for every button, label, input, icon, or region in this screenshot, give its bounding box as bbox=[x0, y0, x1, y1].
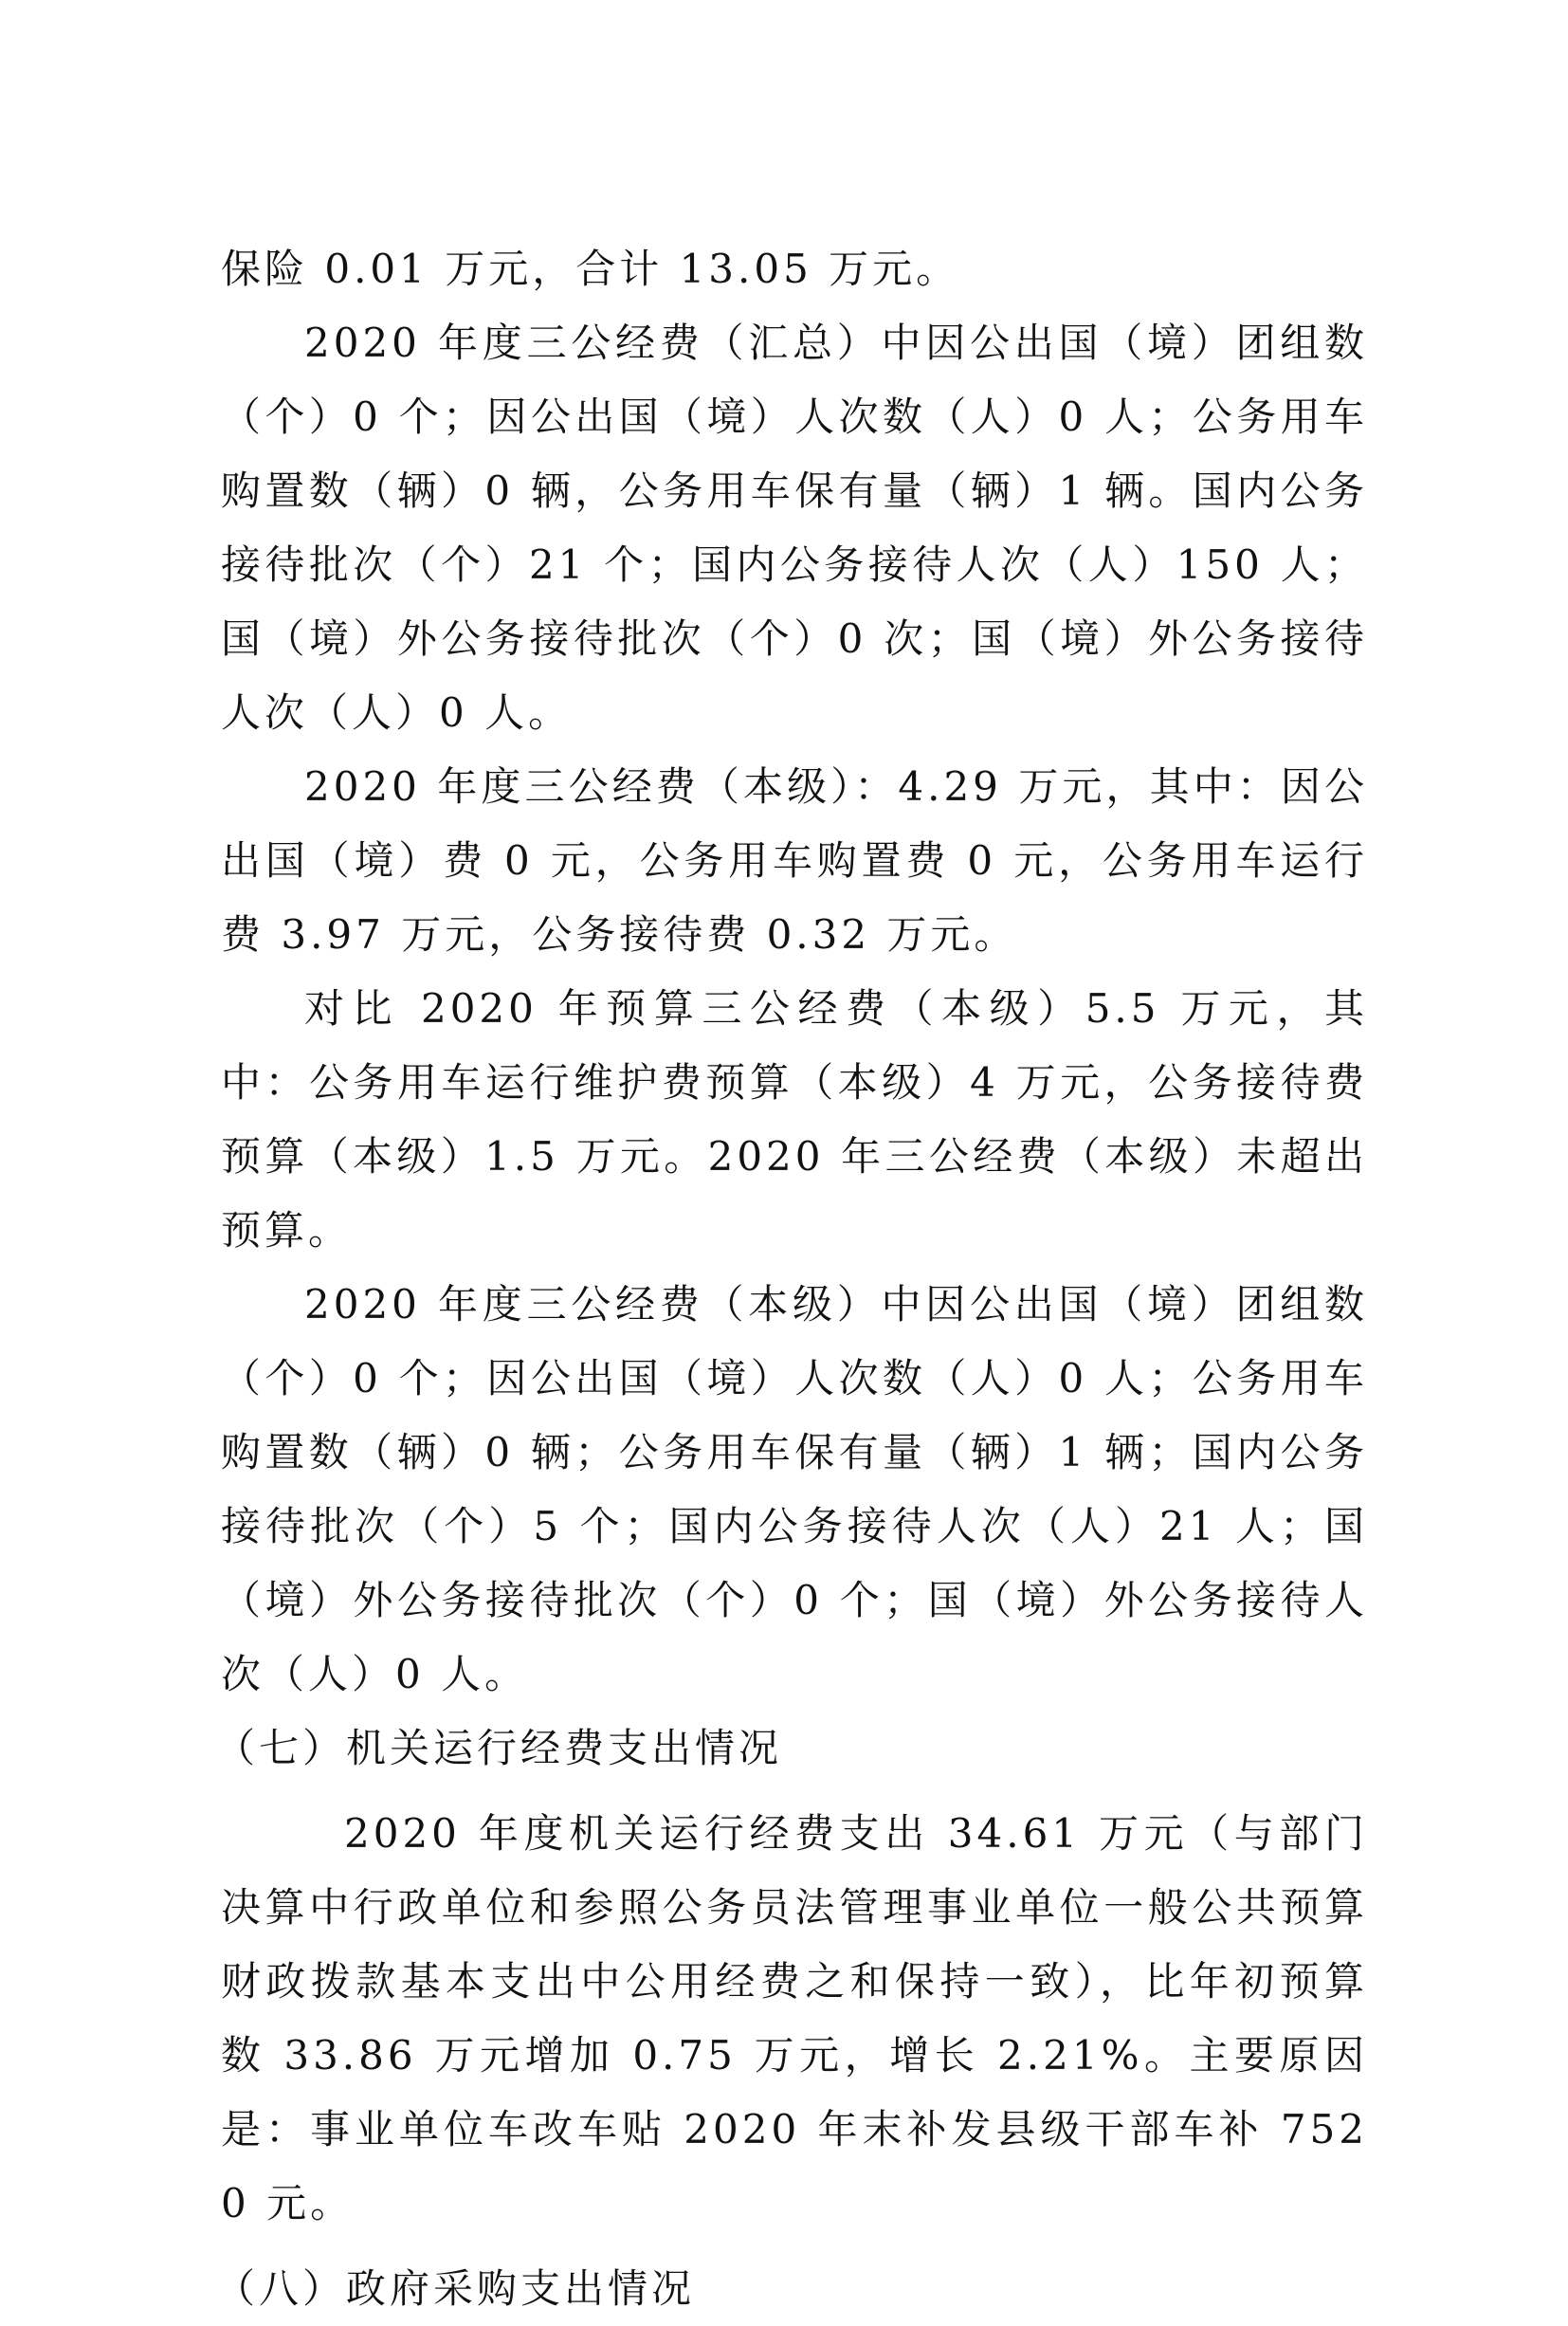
paragraph-three-public-own-level-counts: 2020 年度三公经费（本级）中因公出国（境）团组数（个）0 个；因公出国（境）人次数（人）0 人；公务用车购置数（辆）0 辆；公务用车保有量（辆）1 辆；国内公务接待批次（个）5 个；国内公务接待人次（人）21 人；国（境）外公务接待批次（个）0 个；国（境）外公务接待人次（人）0 人。 bbox=[221, 1281, 1368, 1697]
section-heading-government-procurement: （八）政府采购支出情况 bbox=[215, 2265, 696, 2312]
section-heading-operating-expenses: （七）机关运行经费支出情况 bbox=[215, 1725, 783, 1771]
paragraph-budget-comparison: 对比 2020 年预算三公经费（本级）5.5 万元，其中：公务用车运行维护费预算（本级）4 万元，公务接待费预算（本级）1.5 万元。2020 年三公经费（本级）未超出预算。 bbox=[221, 985, 1368, 1254]
spacer bbox=[221, 2241, 1368, 2252]
spacer bbox=[221, 1786, 1368, 1797]
paragraph-three-public-summary-counts: 2020 年度三公经费（汇总）中因公出国（境）团组数（个）0 个；因公出国（境）人次数（人）0 人；公务用车购置数（辆）0 辆，公务用车保有量（辆）1 辆。国内公务接待批次（个）21 个；国内公务接待人次（人）150 人；国（境）外公务接待批次（个）0 次；国（境）外公务接待人次（人）0 人。 bbox=[221, 320, 1368, 736]
paragraph-operating-expenses: 2020 年度机关运行经费支出 34.61 万元（与部门决算中行政单位和参照公务员法管理事业单位一般公共预算财政拨款基本支出中公用经费之和保持一致），比年初预算数 33.86 万元增加 0.75 万元，增长 2.21%。主要原因是：事业单位车改车贴 2020 年末补发县级干部车补 7520 元。 bbox=[221, 1810, 1368, 2226]
paragraph-continuation: 保险 0.01 万元，合计 13.05 万元。 bbox=[221, 246, 960, 292]
document-body bbox=[215, 232, 1368, 2326]
paragraph-three-public-own-level-amounts: 2020 年度三公经费（本级）：4.29 万元，其中：因公出国（境）费 0 元，公务用车购置费 0 元，公务用车运行费 3.97 万元，公务接待费 0.32 万元。 bbox=[221, 763, 1368, 958]
